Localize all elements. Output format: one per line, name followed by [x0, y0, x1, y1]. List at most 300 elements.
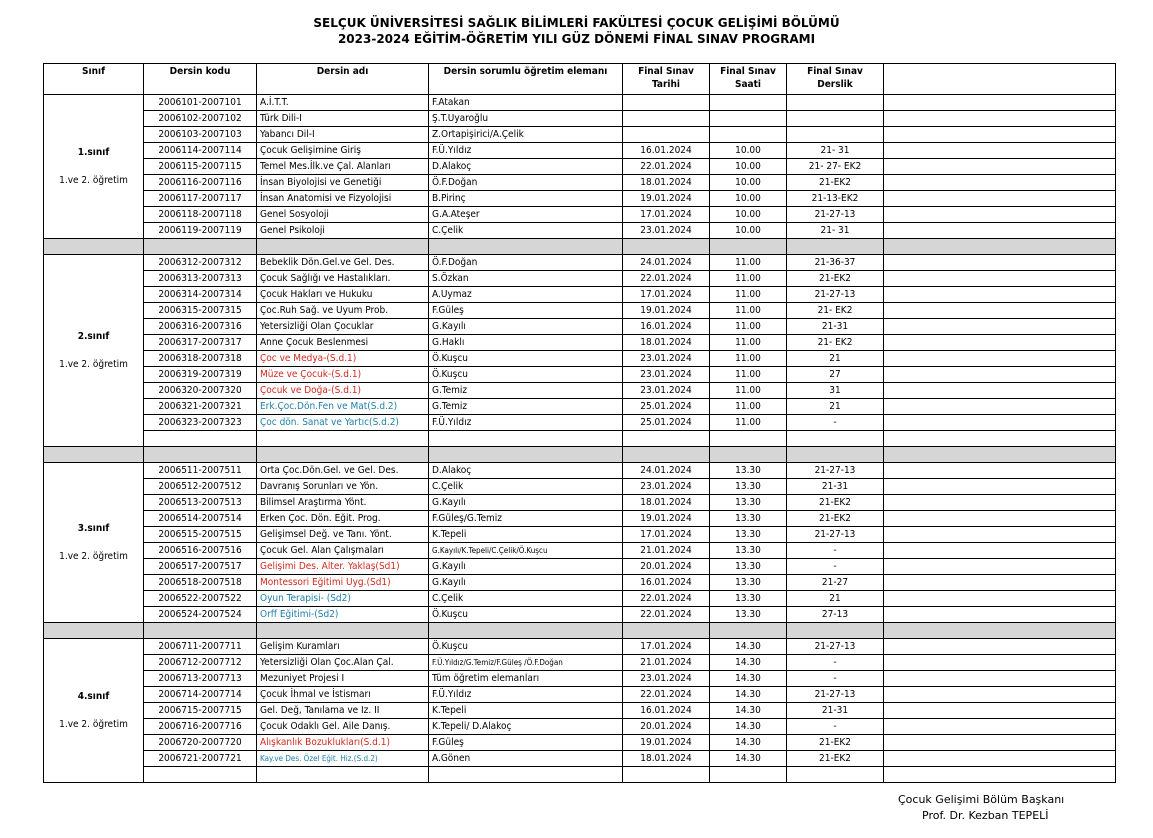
empty-cell	[884, 543, 1116, 559]
instructor-cell: G.Kayılı/K.Tepeli/C.Çelik/Ö.Kuşcu	[429, 543, 623, 559]
empty-cell	[787, 431, 884, 447]
empty-cell	[884, 175, 1116, 191]
course-name-cell: Genel Sosyoloji	[257, 207, 429, 223]
exam-date-cell	[623, 95, 710, 111]
course-code-cell: 2006116-2007116	[144, 175, 257, 191]
course-name-cell: Orff Eğitimi-(Sd2)	[257, 607, 429, 623]
exam-room-cell: 21-27-13	[787, 687, 884, 703]
table-row	[44, 367, 1116, 383]
instructor-cell: Ö.Kuşcu	[429, 367, 623, 383]
table-row	[44, 319, 1116, 335]
exam-room-cell	[787, 111, 884, 127]
table-row	[44, 95, 1116, 111]
signature-name: Prof. Dr. Kezban TEPELİ	[922, 809, 1049, 822]
empty-cell	[257, 767, 429, 783]
header-sinav-saati: Final Sınav Saati	[710, 64, 787, 95]
separator-cell	[44, 623, 144, 639]
exam-time-cell: 14.30	[710, 639, 787, 655]
course-code-cell: 2006514-2007514	[144, 511, 257, 527]
course-name-cell: Çocuk Hakları ve Hukuku	[257, 287, 429, 303]
instructor-cell: Ş.T.Uyaroğlu	[429, 111, 623, 127]
table-body	[44, 95, 1116, 783]
exam-time-cell: 10.00	[710, 175, 787, 191]
empty-cell	[787, 767, 884, 783]
separator-cell	[710, 623, 787, 639]
course-name-cell: Erk.Çoc.Dön.Fen ve Mat(S.d.2)	[257, 399, 429, 415]
separator-cell	[710, 239, 787, 255]
empty-cell	[884, 719, 1116, 735]
empty-cell	[884, 559, 1116, 575]
separator-cell	[429, 447, 623, 463]
empty-cell	[884, 287, 1116, 303]
exam-time-cell: 10.00	[710, 207, 787, 223]
exam-room-cell: 21- EK2	[787, 303, 884, 319]
exam-date-cell	[623, 111, 710, 127]
instructor-cell: K.Tepeli	[429, 527, 623, 543]
exam-date-cell: 19.01.2024	[623, 735, 710, 751]
course-name-cell: Davranış Sorunları ve Yön.	[257, 479, 429, 495]
course-name-cell: Çoc dön. Sanat ve Yartıc(S.d.2)	[257, 415, 429, 431]
table-row	[44, 207, 1116, 223]
exam-room-cell: 21-EK2	[787, 511, 884, 527]
empty-cell	[623, 431, 710, 447]
exam-room-cell: 21-EK2	[787, 751, 884, 767]
table-row	[44, 399, 1116, 415]
instructor-cell: C.Çelik	[429, 223, 623, 239]
exam-room-cell: 21-31	[787, 479, 884, 495]
empty-cell	[884, 223, 1116, 239]
empty-cell	[710, 767, 787, 783]
table-row	[44, 223, 1116, 239]
course-name-cell: Montessori Eğitimi Uyg.(Sd1)	[257, 575, 429, 591]
exam-room-cell: 21-27-13	[787, 287, 884, 303]
separator-cell	[144, 239, 257, 255]
class-subtitle: 1.ve 2. öğretim	[59, 358, 128, 370]
course-name-cell: Gelişim Kuramları	[257, 639, 429, 655]
instructor-cell: Ö.Kuşcu	[429, 607, 623, 623]
empty-cell	[884, 639, 1116, 655]
course-code-cell: 2006119-2007119	[144, 223, 257, 239]
course-name-cell: Türk Dili-I	[257, 111, 429, 127]
exam-room-cell	[787, 95, 884, 111]
table-header-row	[44, 64, 1116, 95]
exam-date-cell: 21.01.2024	[623, 543, 710, 559]
empty-cell	[884, 127, 1116, 143]
course-code-cell: 2006318-2007318	[144, 351, 257, 367]
exam-time-cell: 13.30	[710, 543, 787, 559]
exam-time-cell: 13.30	[710, 479, 787, 495]
exam-date-cell: 18.01.2024	[623, 175, 710, 191]
class-subtitle: 1.ve 2. öğretim	[59, 550, 128, 562]
course-name-cell: Erken Çoc. Dön. Eğit. Prog.	[257, 511, 429, 527]
empty-cell	[884, 415, 1116, 431]
empty-cell	[884, 703, 1116, 719]
course-code-cell: 2006518-2007518	[144, 575, 257, 591]
table-row	[44, 527, 1116, 543]
empty-cell	[884, 255, 1116, 271]
exam-time-cell: 14.30	[710, 735, 787, 751]
separator-cell	[623, 623, 710, 639]
exam-date-cell: 20.01.2024	[623, 559, 710, 575]
course-code-cell: 2006511-2007511	[144, 463, 257, 479]
course-code-cell: 2006321-2007321	[144, 399, 257, 415]
course-name-cell: Kay.ve Des. Özel Eğit. Hiz.(S.d.2)	[257, 751, 429, 767]
exam-date-cell: 18.01.2024	[623, 751, 710, 767]
empty-cell	[884, 111, 1116, 127]
separator-cell	[787, 239, 884, 255]
empty-cell	[884, 207, 1116, 223]
section-separator	[44, 447, 1116, 463]
separator-cell	[144, 623, 257, 639]
empty-cell	[429, 767, 623, 783]
course-code-cell: 2006516-2007516	[144, 543, 257, 559]
instructor-cell: S.Özkan	[429, 271, 623, 287]
course-code-cell: 2006712-2007712	[144, 655, 257, 671]
table-row	[44, 175, 1116, 191]
empty-cell	[884, 591, 1116, 607]
exam-room-cell: 21-36-37	[787, 255, 884, 271]
exam-date-cell: 19.01.2024	[623, 511, 710, 527]
course-code-cell: 2006711-2007711	[144, 639, 257, 655]
table-row	[44, 575, 1116, 591]
empty-cell	[884, 95, 1116, 111]
course-code-cell: 2006315-2007315	[144, 303, 257, 319]
class-cell	[44, 463, 144, 623]
empty-cell	[710, 431, 787, 447]
exam-room-cell: -	[787, 719, 884, 735]
course-code-cell: 2006317-2007317	[144, 335, 257, 351]
exam-time-cell: 11.00	[710, 415, 787, 431]
empty-cell	[884, 431, 1116, 447]
instructor-cell: G.Kayılı	[429, 559, 623, 575]
instructor-cell: F.Güleş	[429, 735, 623, 751]
course-code-cell: 2006716-2007716	[144, 719, 257, 735]
instructor-cell: F.Ü.Yıldız	[429, 687, 623, 703]
exam-room-cell: 21	[787, 399, 884, 415]
empty-cell	[884, 735, 1116, 751]
table-row	[44, 607, 1116, 623]
exam-time-cell: 13.30	[710, 511, 787, 527]
course-name-cell: Genel Psikoloji	[257, 223, 429, 239]
document-title: SELÇUK ÜNİVERSİTESİ SAĞLIK BİLİMLERİ FAKÜLTESİ ÇOCUK GELİŞİMİ BÖLÜMÜ	[313, 16, 840, 30]
empty-cell	[884, 511, 1116, 527]
exam-time-cell: 11.00	[710, 335, 787, 351]
class-cell	[44, 255, 144, 447]
exam-room-cell: -	[787, 543, 884, 559]
exam-date-cell: 19.01.2024	[623, 303, 710, 319]
instructor-cell: Tüm öğretim elemanları	[429, 671, 623, 687]
table-row	[44, 719, 1116, 735]
instructor-cell: F.Ü.Yıldız	[429, 143, 623, 159]
instructor-cell: C.Çelik	[429, 479, 623, 495]
empty-cell	[884, 191, 1116, 207]
exam-date-cell: 23.01.2024	[623, 383, 710, 399]
table-row	[44, 495, 1116, 511]
exam-time-cell: 11.00	[710, 287, 787, 303]
instructor-cell: A.Gönen	[429, 751, 623, 767]
instructor-cell: F.Atakan	[429, 95, 623, 111]
exam-date-cell: 16.01.2024	[623, 143, 710, 159]
exam-room-cell: -	[787, 415, 884, 431]
header-ogretim-elemani: Dersin sorumlu öğretim elemanı	[429, 64, 623, 95]
exam-room-cell: 21- EK2	[787, 335, 884, 351]
course-code-cell: 2006314-2007314	[144, 287, 257, 303]
exam-room-cell: 21-13-EK2	[787, 191, 884, 207]
exam-date-cell: 17.01.2024	[623, 287, 710, 303]
table-row	[44, 383, 1116, 399]
table-row	[44, 591, 1116, 607]
table-row	[44, 671, 1116, 687]
empty-cell	[884, 687, 1116, 703]
empty-cell	[884, 479, 1116, 495]
instructor-cell: K.Tepeli	[429, 703, 623, 719]
instructor-cell: F.Ü.Yıldız/G.Temiz/F.Güleş /Ö.F.Doğan	[429, 655, 623, 671]
empty-cell	[884, 527, 1116, 543]
exam-date-cell: 18.01.2024	[623, 335, 710, 351]
empty-cell	[884, 383, 1116, 399]
exam-room-cell: -	[787, 671, 884, 687]
empty-cell	[144, 431, 257, 447]
exam-date-cell: 19.01.2024	[623, 191, 710, 207]
course-code-cell: 2006524-2007524	[144, 607, 257, 623]
table-row	[44, 271, 1116, 287]
empty-cell	[884, 655, 1116, 671]
empty-cell	[884, 607, 1116, 623]
exam-time-cell: 14.30	[710, 703, 787, 719]
exam-room-cell: 27-13	[787, 607, 884, 623]
exam-time-cell: 13.30	[710, 527, 787, 543]
course-name-cell: İnsan Anatomisi ve Fizyolojisi	[257, 191, 429, 207]
table-row	[44, 735, 1116, 751]
course-name-cell: Çocuk ve Doğa-(S.d.1)	[257, 383, 429, 399]
separator-cell	[144, 447, 257, 463]
signature-title: Çocuk Gelişimi Bölüm Başkanı	[898, 793, 1065, 806]
empty-cell	[884, 335, 1116, 351]
empty-cell	[884, 303, 1116, 319]
separator-cell	[710, 447, 787, 463]
empty-cell	[884, 319, 1116, 335]
header-dersin-adi: Dersin adı	[257, 64, 429, 95]
instructor-cell: G.Haklı	[429, 335, 623, 351]
table-row	[44, 159, 1116, 175]
class-name: 1.sınıf	[77, 146, 110, 158]
class-cell	[44, 639, 144, 783]
separator-cell	[884, 239, 1116, 255]
separator-cell	[623, 447, 710, 463]
course-name-cell: A.İ.T.T.	[257, 95, 429, 111]
exam-time-cell	[710, 95, 787, 111]
exam-room-cell: 21- 31	[787, 223, 884, 239]
section-separator	[44, 623, 1116, 639]
class-subtitle: 1.ve 2. öğretim	[59, 174, 128, 186]
exam-time-cell: 11.00	[710, 399, 787, 415]
exam-time-cell: 11.00	[710, 255, 787, 271]
table-row	[44, 639, 1116, 655]
exam-time-cell: 14.30	[710, 687, 787, 703]
exam-time-cell: 10.00	[710, 191, 787, 207]
exam-time-cell: 13.30	[710, 559, 787, 575]
blank-row	[44, 767, 1116, 783]
course-code-cell: 2006312-2007312	[144, 255, 257, 271]
exam-date-cell: 25.01.2024	[623, 415, 710, 431]
course-name-cell: Anne Çocuk Beslenmesi	[257, 335, 429, 351]
separator-cell	[429, 623, 623, 639]
empty-cell	[884, 159, 1116, 175]
section-separator	[44, 239, 1116, 255]
table-row	[44, 191, 1116, 207]
separator-cell	[884, 447, 1116, 463]
table-row	[44, 303, 1116, 319]
exam-date-cell: 16.01.2024	[623, 575, 710, 591]
course-code-cell: 2006316-2007316	[144, 319, 257, 335]
separator-cell	[429, 239, 623, 255]
course-code-cell: 2006313-2007313	[144, 271, 257, 287]
exam-date-cell: 23.01.2024	[623, 351, 710, 367]
exam-room-cell: -	[787, 559, 884, 575]
course-name-cell: Çocuk Gel. Alan Çalışmaları	[257, 543, 429, 559]
course-code-cell: 2006118-2007118	[144, 207, 257, 223]
exam-date-cell: 16.01.2024	[623, 703, 710, 719]
course-name-cell: Bebeklik Dön.Gel.ve Gel. Des.	[257, 255, 429, 271]
exam-room-cell: 21-27-13	[787, 527, 884, 543]
instructor-cell: C.Çelik	[429, 591, 623, 607]
course-code-cell: 2006101-2007101	[144, 95, 257, 111]
class-cell	[44, 95, 144, 239]
exam-date-cell: 17.01.2024	[623, 207, 710, 223]
instructor-cell: Ö.Kuşcu	[429, 639, 623, 655]
class-name: 4.sınıf	[77, 690, 110, 702]
exam-room-cell: 21- 31	[787, 143, 884, 159]
separator-cell	[257, 239, 429, 255]
course-name-cell: Gel. Değ, Tanılama ve Iz. II	[257, 703, 429, 719]
exam-date-cell: 18.01.2024	[623, 495, 710, 511]
separator-cell	[787, 623, 884, 639]
instructor-cell: Ö.F.Doğan	[429, 175, 623, 191]
instructor-cell: G.A.Ateşer	[429, 207, 623, 223]
table-row	[44, 351, 1116, 367]
class-subtitle: 1.ve 2. öğretim	[59, 718, 128, 730]
course-name-cell: Çocuk İhmal ve İstismarı	[257, 687, 429, 703]
exam-time-cell: 14.30	[710, 751, 787, 767]
empty-cell	[429, 431, 623, 447]
separator-cell	[884, 623, 1116, 639]
instructor-cell: F.Güleş/G.Temiz	[429, 511, 623, 527]
exam-date-cell: 22.01.2024	[623, 607, 710, 623]
exam-time-cell: 11.00	[710, 319, 787, 335]
table-row	[44, 479, 1116, 495]
instructor-cell: F.Güleş	[429, 303, 623, 319]
course-code-cell: 2006114-2007114	[144, 143, 257, 159]
exam-date-cell: 23.01.2024	[623, 223, 710, 239]
course-code-cell: 2006117-2007117	[144, 191, 257, 207]
exam-room-cell: 21-27-13	[787, 463, 884, 479]
exam-time-cell: 13.30	[710, 607, 787, 623]
empty-cell	[884, 399, 1116, 415]
course-name-cell: Gelişimsel Değ. ve Tanı. Yönt.	[257, 527, 429, 543]
exam-room-cell: 27	[787, 367, 884, 383]
table-row	[44, 655, 1116, 671]
exam-time-cell: 14.30	[710, 671, 787, 687]
exam-date-cell: 22.01.2024	[623, 591, 710, 607]
course-name-cell: Çocuk Sağlığı ve Hastalıkları.	[257, 271, 429, 287]
instructor-cell: G.Temiz	[429, 383, 623, 399]
course-code-cell: 2006323-2007323	[144, 415, 257, 431]
exam-time-cell: 11.00	[710, 351, 787, 367]
separator-cell	[257, 623, 429, 639]
exam-time-cell: 11.00	[710, 303, 787, 319]
course-code-cell: 2006513-2007513	[144, 495, 257, 511]
instructor-cell: Ö.F.Doğan	[429, 255, 623, 271]
course-code-cell: 2006715-2007715	[144, 703, 257, 719]
exam-time-cell: 14.30	[710, 719, 787, 735]
separator-cell	[623, 239, 710, 255]
exam-date-cell: 20.01.2024	[623, 719, 710, 735]
exam-date-cell: 24.01.2024	[623, 255, 710, 271]
course-code-cell: 2006713-2007713	[144, 671, 257, 687]
exam-date-cell: 23.01.2024	[623, 671, 710, 687]
exam-room-cell: -	[787, 655, 884, 671]
empty-cell	[623, 767, 710, 783]
course-name-cell: Müze ve Çocuk-(S.d.1)	[257, 367, 429, 383]
instructor-cell: G.Temiz	[429, 399, 623, 415]
table-row	[44, 703, 1116, 719]
table-row	[44, 751, 1116, 767]
exam-room-cell: 21-27	[787, 575, 884, 591]
exam-time-cell: 10.00	[710, 143, 787, 159]
exam-date-cell: 22.01.2024	[623, 271, 710, 287]
document-subtitle: 2023-2024 EĞİTİM-ÖĞRETİM YILI GÜZ DÖNEMİ FİNAL SINAV PROGRAMI	[337, 32, 816, 46]
table-row	[44, 415, 1116, 431]
exam-date-cell: 23.01.2024	[623, 367, 710, 383]
empty-cell	[884, 767, 1116, 783]
course-name-cell: Çoc ve Medya-(S.d.1)	[257, 351, 429, 367]
empty-cell	[884, 367, 1116, 383]
instructor-cell: B.Pirinç	[429, 191, 623, 207]
exam-date-cell: 17.01.2024	[623, 527, 710, 543]
exam-room-cell: 21-EK2	[787, 495, 884, 511]
header-sinif: Sınıf	[44, 64, 144, 95]
separator-cell	[44, 447, 144, 463]
exam-date-cell: 22.01.2024	[623, 687, 710, 703]
course-name-cell: Yetersizliği Olan Çoc.Alan Çal.	[257, 655, 429, 671]
course-code-cell: 2006517-2007517	[144, 559, 257, 575]
exam-time-cell	[710, 111, 787, 127]
empty-cell	[884, 575, 1116, 591]
exam-time-cell: 10.00	[710, 159, 787, 175]
exam-room-cell: 21-27-13	[787, 639, 884, 655]
instructor-cell: G.Kayılı	[429, 319, 623, 335]
course-name-cell: Çocuk Odaklı Gel. Aile Danış.	[257, 719, 429, 735]
header-sinav-tarihi: Final Sınav Tarihi	[623, 64, 710, 95]
header-empty	[884, 64, 1116, 95]
empty-cell	[884, 351, 1116, 367]
course-name-cell: Orta Çoc.Dön.Gel. ve Gel. Des.	[257, 463, 429, 479]
course-name-cell: Çocuk Gelişimine Giriş	[257, 143, 429, 159]
table-row	[44, 335, 1116, 351]
instructor-cell: A.Uymaz	[429, 287, 623, 303]
table-row	[44, 255, 1116, 271]
empty-cell	[884, 751, 1116, 767]
exam-date-cell: 22.01.2024	[623, 159, 710, 175]
course-code-cell: 2006522-2007522	[144, 591, 257, 607]
exam-room-cell: 21- 27- EK2	[787, 159, 884, 175]
exam-time-cell	[710, 127, 787, 143]
exam-room-cell: 31	[787, 383, 884, 399]
exam-date-cell: 24.01.2024	[623, 463, 710, 479]
course-name-cell: Bilimsel Araştırma Yönt.	[257, 495, 429, 511]
course-name-cell: İnsan Biyolojisi ve Genetiği	[257, 175, 429, 191]
instructor-cell: G.Kayılı	[429, 575, 623, 591]
